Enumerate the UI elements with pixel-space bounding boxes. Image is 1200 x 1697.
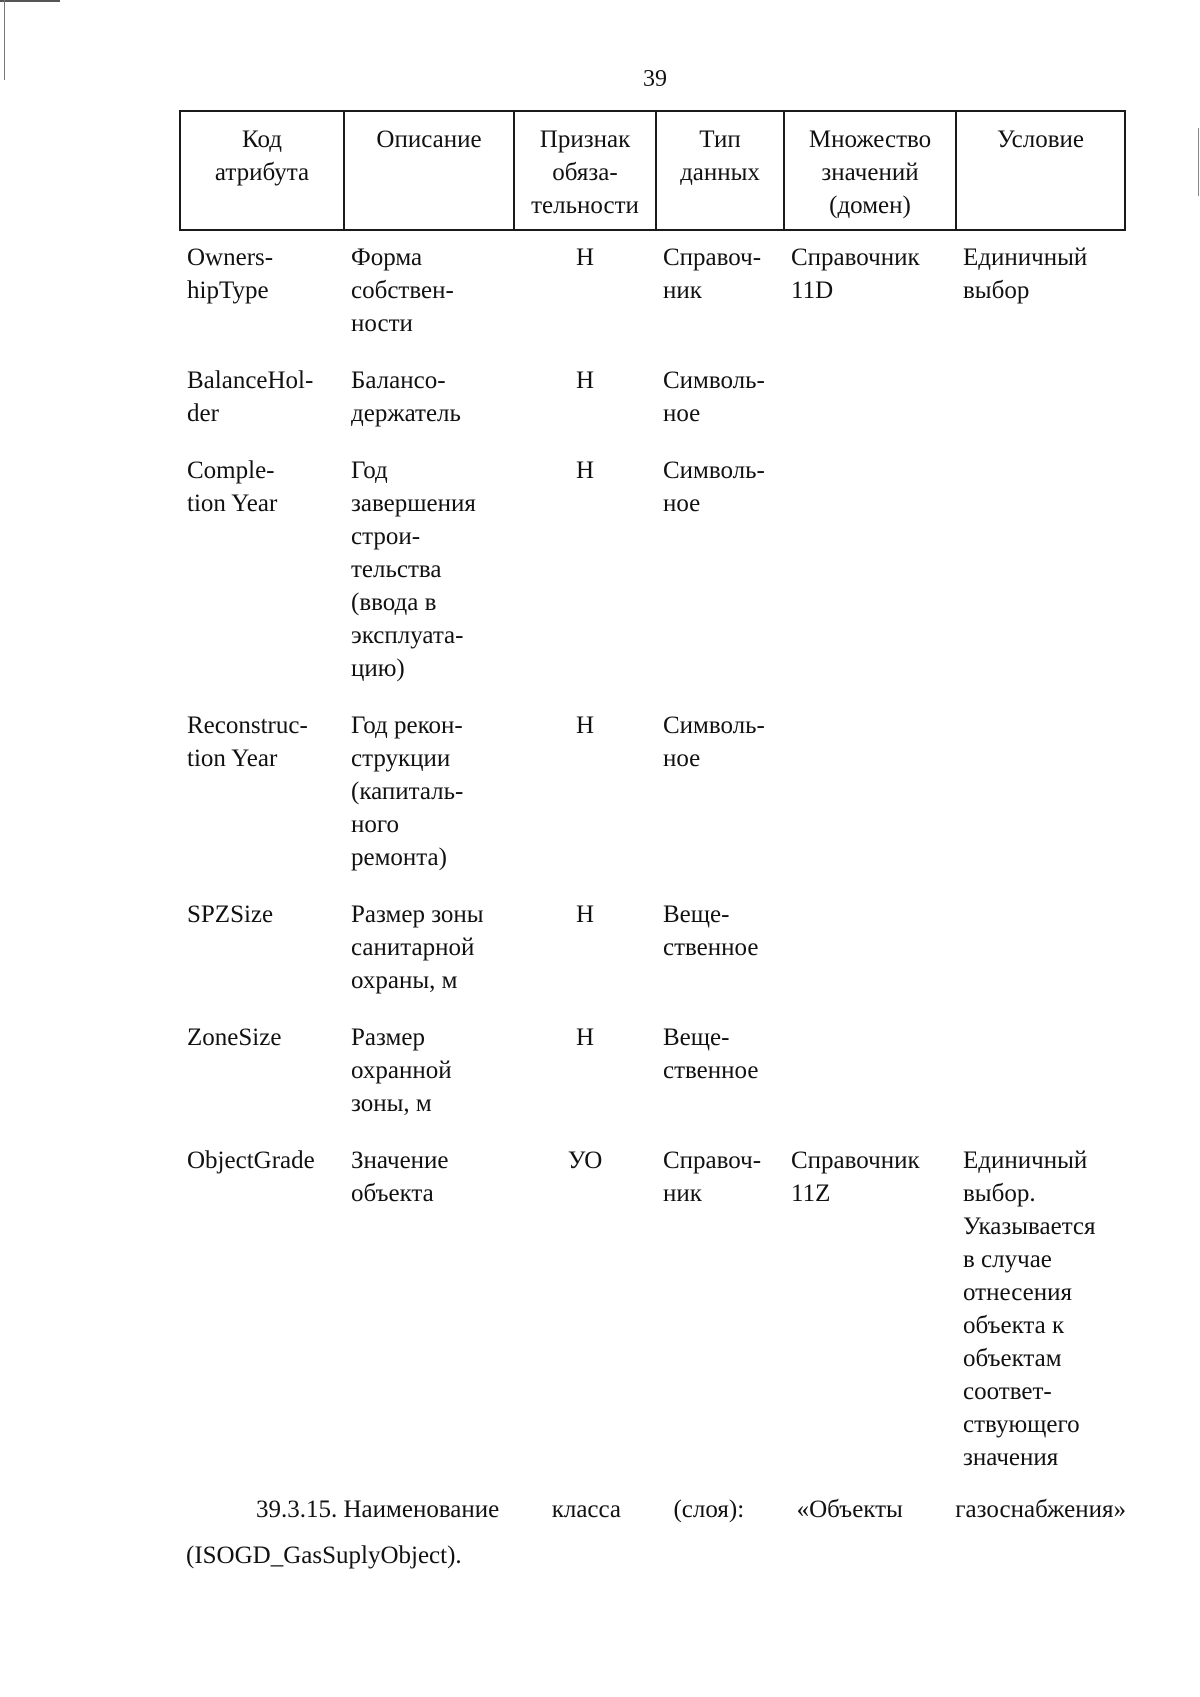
cell-description: Год рекон- струкции (капиталь- ного ремонта) (351, 712, 464, 871)
cell-value-domain: Справочник 11Z (791, 1147, 920, 1207)
cell-condition: Единичный выбор (963, 244, 1088, 304)
cell-attribute-code: Owners- hipType (187, 244, 274, 304)
table-row (180, 230, 1125, 354)
cell-data-type: Символь- ное (663, 367, 765, 427)
cell-value-domain (784, 888, 956, 1011)
cell-attribute-code: ObjectGrade (187, 1147, 315, 1174)
paragraph-line-2: (ISOGD_GasSuplyObject). (186, 1542, 462, 1569)
cell-required-flag: Н (575, 1024, 595, 1051)
paragraph-line-1 (186, 1487, 1126, 1533)
cell-condition (956, 888, 1125, 1011)
cell-description: Размер зоны санитарной охраны, м (351, 901, 484, 994)
cell-value-domain (784, 1011, 956, 1134)
cell-description: Размер охранной зоны, м (351, 1024, 452, 1117)
cell-value-domain (784, 444, 956, 699)
paragraph-word: (слоя): (673, 1496, 745, 1523)
cell-attribute-code: Reconstruc- tion Year (187, 712, 308, 772)
cell-required-flag: Н (575, 367, 595, 394)
cell-required-flag: УО (567, 1147, 603, 1174)
cell-data-type: Символь- ное (663, 457, 765, 517)
header-description: Описание (344, 111, 514, 230)
cell-attribute-code: SPZSize (187, 901, 274, 928)
header-data-type: Тип данных (656, 111, 784, 230)
cell-condition (956, 354, 1125, 444)
paragraph-word: класса (551, 1496, 622, 1523)
table-row (180, 699, 1125, 888)
paragraph-word: «Объекты (796, 1496, 903, 1523)
table-row (180, 1011, 1125, 1134)
cell-condition (956, 1011, 1125, 1134)
header-condition: Условие (956, 111, 1125, 230)
cell-description: Форма собствен- ности (351, 244, 454, 337)
table-row (180, 1134, 1125, 1488)
cell-required-flag: Н (575, 244, 595, 271)
table-header (180, 111, 1125, 230)
cell-data-type: Веще- ственное (663, 1024, 759, 1084)
cell-required-flag: Н (575, 901, 595, 928)
cell-data-type: Веще- ственное (663, 901, 759, 961)
section-paragraph (186, 1487, 1126, 1579)
scan-edge-rule (0, 0, 60, 2)
paragraph-word: газоснабжения» (955, 1496, 1126, 1523)
table-body (180, 230, 1125, 1488)
cell-value-domain (784, 354, 956, 444)
cell-data-type: Справоч- ник (663, 1147, 762, 1207)
cell-attribute-code: BalanceHol- der (187, 367, 314, 427)
cell-description: Значение объекта (351, 1147, 449, 1207)
attribute-table (179, 110, 1126, 1488)
header-value-domain: Множество значений (домен) (784, 111, 956, 230)
table-row (180, 888, 1125, 1011)
page-number: 39 (643, 66, 667, 92)
table-row (180, 444, 1125, 699)
header-row (180, 111, 1125, 230)
cell-required-flag: Н (575, 457, 595, 484)
cell-description: Балансо- держатель (351, 367, 461, 427)
scan-edge-mark (1198, 128, 1199, 196)
header-required-flag: Признак обяза- тельности (514, 111, 656, 230)
cell-condition (956, 444, 1125, 699)
cell-data-type: Символь- ное (663, 712, 765, 772)
cell-value-domain: Справочник 11D (791, 244, 920, 304)
cell-attribute-code: ZoneSize (187, 1024, 282, 1051)
cell-data-type: Справоч- ник (663, 244, 762, 304)
cell-attribute-code: Comple- tion Year (187, 457, 278, 517)
cell-condition (956, 699, 1125, 888)
cell-value-domain (784, 699, 956, 888)
cell-description: Год завершения строи- тельства (ввода в эксплуата- цию) (351, 457, 476, 682)
cell-required-flag: Н (575, 712, 595, 739)
cell-condition: Единичный выбор. Указывается в случае отнесения объекта к объектам соответ- ствующего значения (963, 1147, 1096, 1471)
header-attribute-code: Код атрибута (180, 111, 344, 230)
table-row (180, 354, 1125, 444)
section-heading-number: 39.3.15. Наименование (256, 1496, 500, 1523)
